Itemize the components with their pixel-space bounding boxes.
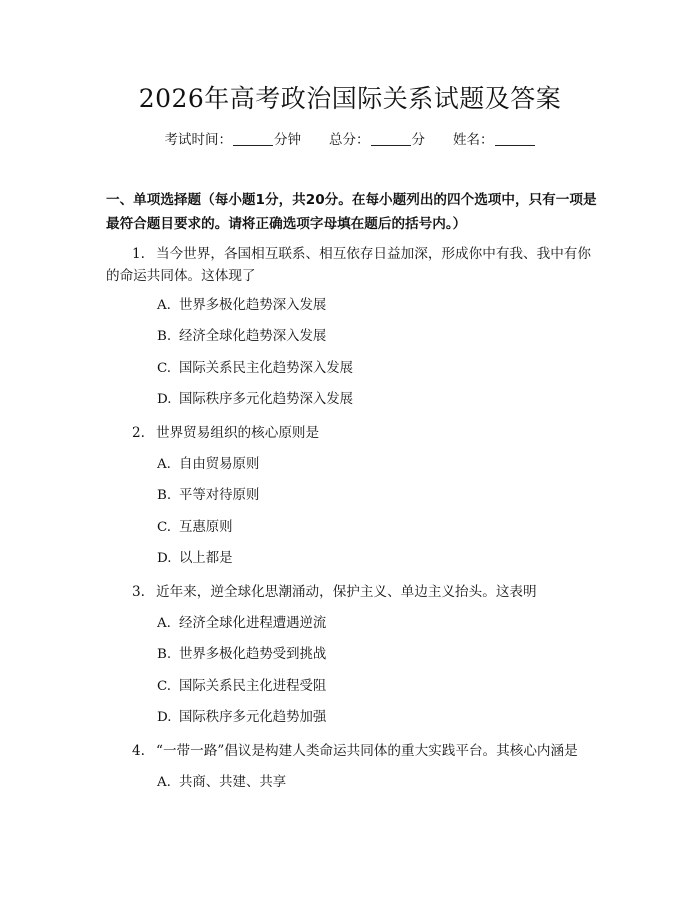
option-text: 国际关系民主化进程受阻 bbox=[179, 679, 327, 694]
question-4 bbox=[106, 740, 604, 762]
question-1 bbox=[106, 243, 604, 287]
option-text: 国际秩序多元化趋势加强 bbox=[179, 710, 327, 725]
option-letter: D. bbox=[157, 551, 172, 566]
option-text: 国际秩序多元化趋势深入发展 bbox=[179, 392, 354, 407]
option-text: 互惠原则 bbox=[179, 520, 233, 535]
option-letter: C. bbox=[157, 679, 172, 694]
option-text: 经济全球化趋势深入发展 bbox=[179, 329, 327, 344]
score-blank bbox=[371, 131, 411, 146]
page-title: 2026年高考政治国际关系试题及答案 bbox=[138, 84, 562, 113]
option-2d bbox=[157, 549, 597, 569]
question-text: 近年来，逆全球化思潮涌动，保护主义、单边主义抬头。这表明 bbox=[156, 584, 537, 600]
option-text: 世界多极化趋势受到挑战 bbox=[179, 647, 327, 662]
option-4a bbox=[157, 773, 597, 793]
time-blank bbox=[233, 131, 273, 146]
question-number: 4. bbox=[132, 743, 145, 759]
section-heading: 一、单项选择题（每小题1分，共20分。在每小题列出的四个选项中，只有一项是最符合题目要求的。请将正确选项字母填在题后的括号内。） bbox=[106, 192, 597, 232]
option-1b bbox=[157, 327, 597, 347]
option-text: 共商、共建、共享 bbox=[179, 775, 287, 790]
option-text: 经济全球化进程遭遇逆流 bbox=[179, 616, 327, 631]
name-label: 姓名： bbox=[453, 132, 494, 148]
option-text: 以上都是 bbox=[179, 551, 233, 566]
option-text: 国际关系民主化趋势深入发展 bbox=[179, 361, 354, 376]
time-unit: 分钟 bbox=[274, 132, 301, 148]
time-label: 考试时间： bbox=[164, 132, 232, 148]
question-text: 当今世界，各国相互联系、相互依存日益加深，形成你中有我、我中有你的命运共同体。这体现了 bbox=[106, 246, 591, 284]
question-number: 1. bbox=[132, 246, 145, 262]
option-letter: B. bbox=[157, 488, 172, 503]
option-letter: A. bbox=[157, 616, 171, 631]
question-3 bbox=[106, 581, 604, 603]
option-letter: B. bbox=[157, 329, 172, 344]
question-2 bbox=[106, 422, 604, 444]
option-text: 世界多极化趋势深入发展 bbox=[179, 298, 327, 313]
option-1c bbox=[157, 359, 597, 379]
option-3a bbox=[157, 614, 597, 634]
option-letter: A. bbox=[157, 457, 171, 472]
option-letter: B. bbox=[157, 647, 172, 662]
question-number: 3. bbox=[132, 584, 145, 600]
option-2b bbox=[157, 486, 597, 506]
option-3b bbox=[157, 645, 597, 665]
question-text: “一带一路”倡议是构建人类命运共同体的重大实践平台。其核心内涵是 bbox=[156, 743, 578, 759]
exam-meta-line bbox=[0, 130, 700, 150]
option-text: 平等对待原则 bbox=[179, 488, 260, 503]
option-letter: C. bbox=[157, 361, 172, 376]
option-letter: A. bbox=[157, 775, 171, 790]
option-3d bbox=[157, 708, 597, 728]
option-2a bbox=[157, 455, 597, 475]
option-1d bbox=[157, 390, 597, 410]
option-letter: C. bbox=[157, 520, 172, 535]
question-text: 世界贸易组织的核心原则是 bbox=[156, 425, 320, 441]
option-1a bbox=[157, 296, 597, 316]
option-3c bbox=[157, 677, 597, 697]
option-letter: A. bbox=[157, 298, 171, 313]
option-text: 自由贸易原则 bbox=[179, 457, 260, 472]
question-number: 2. bbox=[132, 425, 145, 441]
name-blank bbox=[495, 131, 535, 146]
option-letter: D. bbox=[157, 710, 172, 725]
option-letter: D. bbox=[157, 392, 172, 407]
option-2c bbox=[157, 518, 597, 538]
score-unit: 分 bbox=[411, 132, 425, 148]
score-label: 总分： bbox=[329, 132, 370, 148]
